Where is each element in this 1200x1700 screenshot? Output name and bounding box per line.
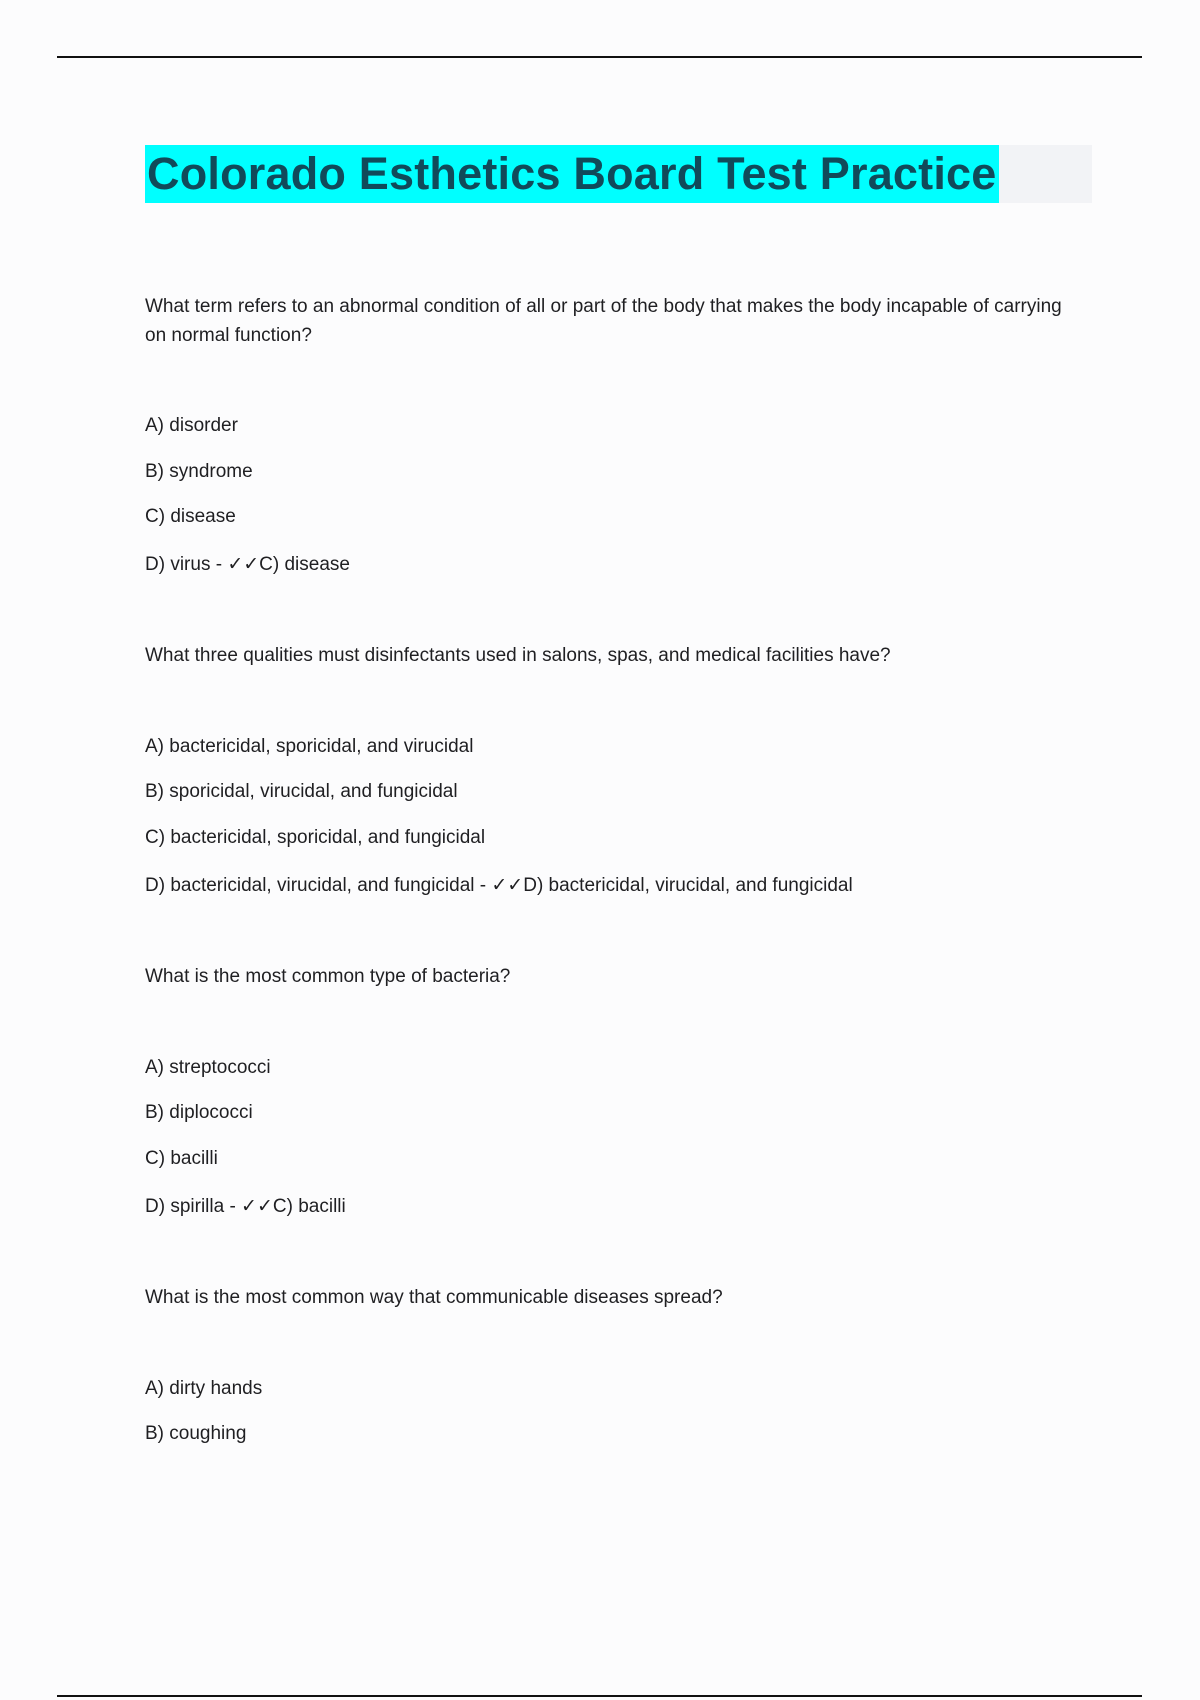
answer-option: A) dirty hands bbox=[145, 1378, 263, 1399]
answer-option: D) virus - ✓✓C) disease bbox=[145, 554, 350, 575]
question-text: What term refers to an abnormal condition of all or part of the body that makes the body incapable of carrying on normal function? bbox=[145, 296, 1062, 346]
answer-option: B) coughing bbox=[145, 1423, 247, 1444]
question-text: What is the most common way that communicable diseases spread? bbox=[145, 1287, 723, 1308]
title-banner bbox=[145, 145, 1092, 203]
answer-option: C) bactericidal, sporicidal, and fungicidal bbox=[145, 827, 486, 848]
question-text: What is the most common type of bacteria? bbox=[145, 966, 511, 987]
bottom-divider bbox=[57, 1695, 1142, 1697]
answer-option: D) spirilla - ✓✓C) bacilli bbox=[145, 1196, 346, 1217]
answer-option: A) disorder bbox=[145, 415, 238, 436]
question-text: What three qualities must disinfectants used in salons, spas, and medical facilities have? bbox=[145, 645, 891, 666]
page-title: Colorado Esthetics Board Test Practice bbox=[145, 145, 999, 203]
top-divider bbox=[57, 56, 1142, 58]
answer-option: B) diplococci bbox=[145, 1102, 253, 1123]
answer-option: D) bactericidal, virucidal, and fungicidal - ✓✓D) bactericidal, virucidal, and fungicidal bbox=[145, 875, 853, 896]
answer-option: B) sporicidal, virucidal, and fungicidal bbox=[145, 781, 458, 802]
answer-option: A) bactericidal, sporicidal, and virucidal bbox=[145, 736, 474, 757]
answer-option: B) syndrome bbox=[145, 461, 253, 482]
answer-option: C) bacilli bbox=[145, 1148, 218, 1169]
answer-option: A) streptococci bbox=[145, 1057, 271, 1078]
answer-option: C) disease bbox=[145, 506, 236, 527]
